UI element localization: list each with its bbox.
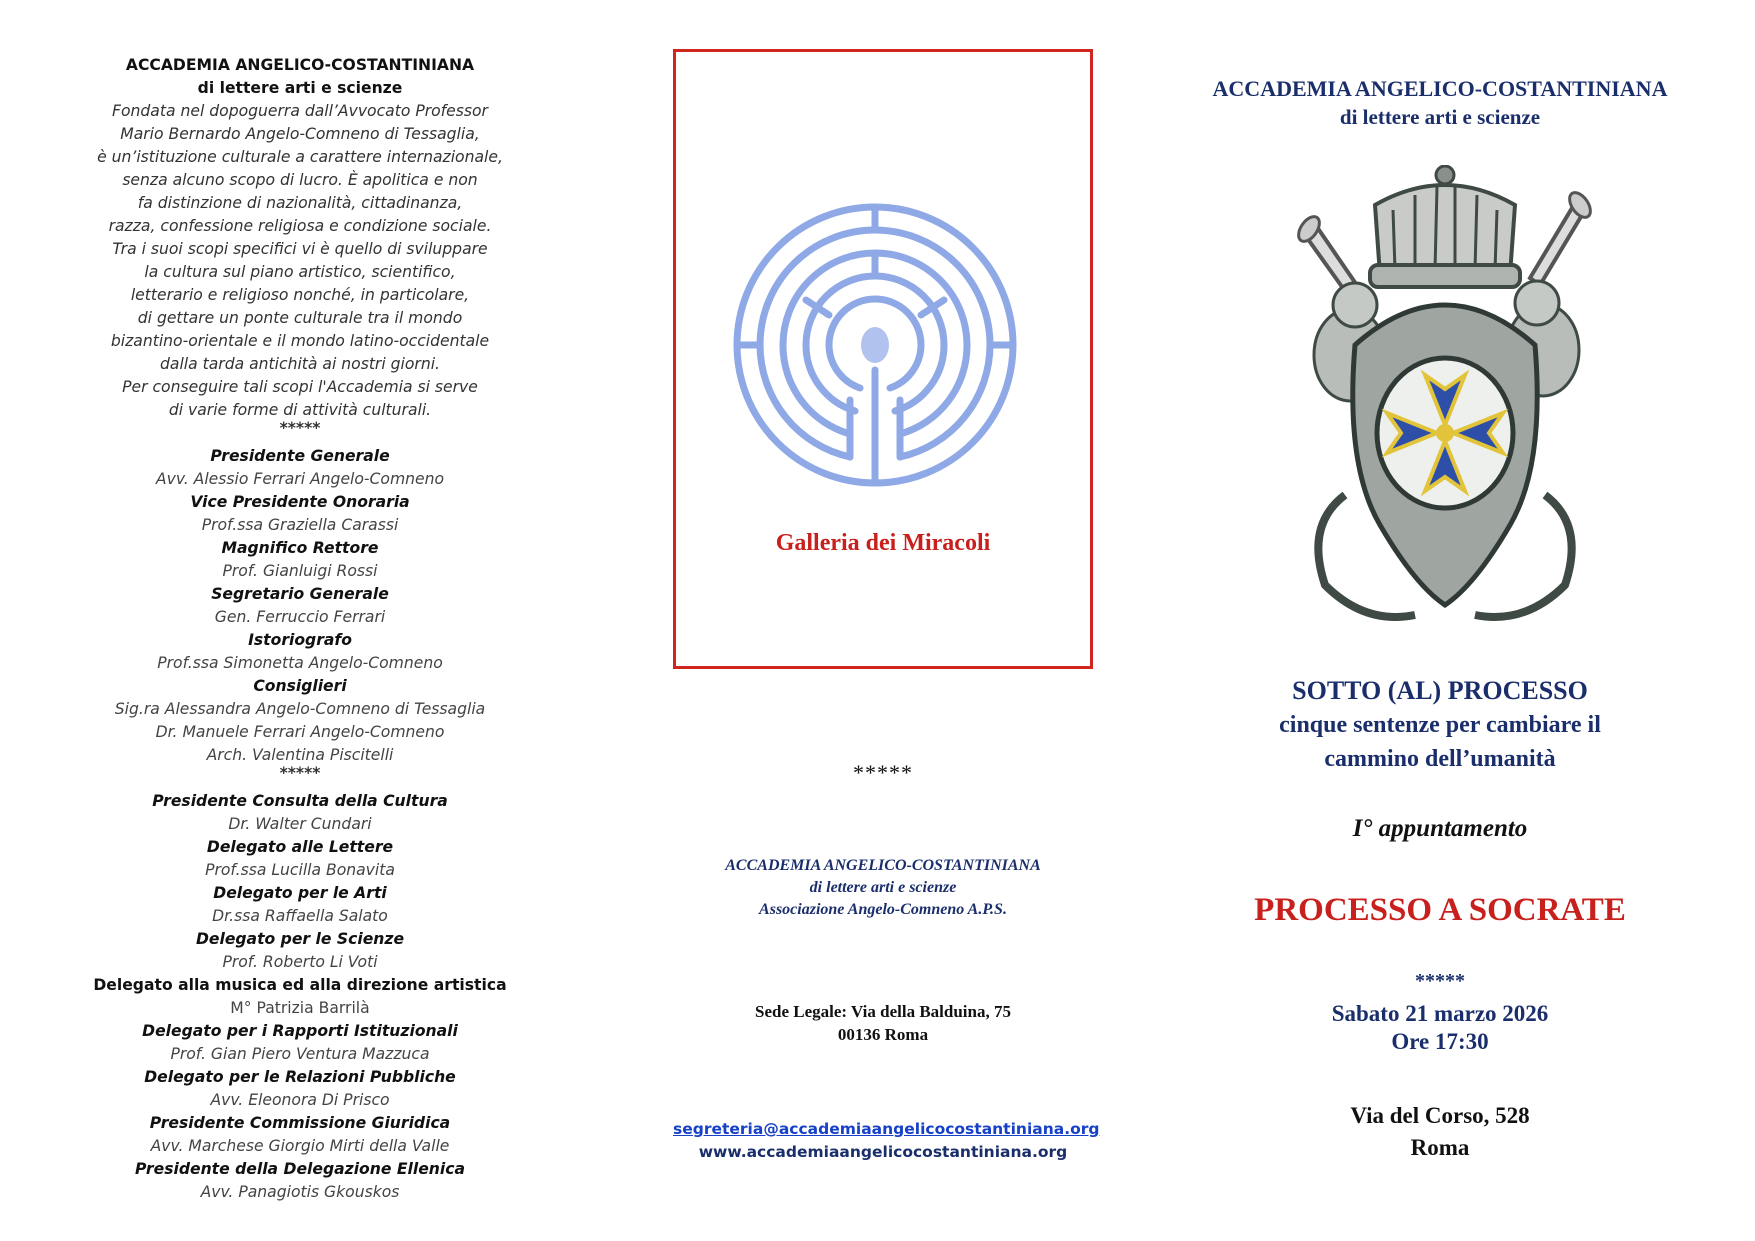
registered-office [673, 1000, 1093, 1046]
left-panel [80, 0, 520, 1241]
officer-name: Sig.ra Alessandra Angelo-Comneno di Tessaglia [114, 700, 486, 718]
officer-role: Magnifico Rettore [221, 539, 379, 557]
series-title-block [1195, 674, 1685, 776]
description-line: la cultura sul piano artistico, scientifico, [144, 263, 456, 281]
delegate-role: Presidente Consulta della Cultura [152, 792, 448, 810]
separator: ***** [853, 760, 913, 785]
event-date: Sabato 21 marzo 2026 [1331, 1001, 1549, 1026]
description-line: Fondata nel dopoguerra dall’Avvocato Professor [112, 102, 488, 120]
middle-panel [560, 0, 1210, 1241]
delegate-role: Delegato per i Rapporti Istituzionali [142, 1022, 458, 1040]
event-venue [1195, 1100, 1685, 1164]
description-line: di gettare un ponte culturale tra il mondo [137, 309, 463, 327]
officer-name: Prof.ssa Simonetta Angelo-Comneno [157, 654, 443, 672]
association-line: Associazione Angelo-Comneno A.P.S. [759, 901, 1007, 918]
venue-city: Roma [1410, 1135, 1470, 1160]
description-line: letterario e religioso nonché, in particolare, [130, 286, 470, 304]
delegate-name: Dr. Walter Cundari [228, 815, 372, 833]
event-time: Ore 17:30 [1391, 1029, 1489, 1054]
delegate-role: Delegato alla musica ed alla direzione artistica [93, 976, 507, 994]
website-text: www.accademiaangelicocostantiniana.org [698, 1143, 1068, 1161]
delegate-name: M° Patrizia Barrilà [230, 999, 370, 1017]
right-panel [1195, 0, 1685, 1241]
separator: ***** [279, 764, 321, 782]
delegate-name: Avv. Marchese Giorgio Mirti della Valle [150, 1137, 450, 1155]
labyrinth-icon [730, 200, 1020, 490]
officer-name: Gen. Ferruccio Ferrari [214, 608, 386, 626]
association-block [673, 855, 1093, 921]
contact-block [673, 1118, 1100, 1164]
venue-address: Via del Corso, 528 [1350, 1103, 1530, 1128]
academy-subtitle: di lettere arti e scienze [197, 79, 403, 97]
officer-role: Consiglieri [253, 677, 347, 695]
description-line: Mario Bernardo Angelo-Comneno di Tessaglia, [120, 125, 480, 143]
delegate-role: Delegato per le Relazioni Pubbliche [144, 1068, 456, 1086]
officer-name: Avv. Alessio Ferrari Angelo-Comneno [155, 470, 445, 488]
officer-name: Dr. Manuele Ferrari Angelo-Comneno [155, 723, 445, 741]
description-line: senza alcuno scopo di lucro. È apolitica e non [122, 171, 478, 189]
office-address: Sede Legale: Via della Balduina, 75 [755, 1002, 1011, 1021]
description-line: fa distinzione di nazionalità, cittadinanza, [137, 194, 463, 212]
series-subtitle: cinque sentenze per cambiare il [1279, 712, 1601, 738]
delegate-name: Dr.ssa Raffaella Salato [212, 907, 388, 925]
gallery-title: Galleria dei Miracoli [775, 530, 991, 556]
description-line: di varie forme di attività culturali. [168, 401, 432, 419]
academy-crest-icon [1285, 165, 1605, 635]
delegate-name: Prof. Gian Piero Ventura Mazzuca [170, 1045, 430, 1063]
delegate-role: Delegato per le Arti [213, 884, 387, 902]
delegate-role: Presidente Commissione Giuridica [149, 1114, 451, 1132]
description-line: Per conseguire tali scopi l'Accademia si serve [122, 378, 478, 396]
association-line: ACCADEMIA ANGELICO-COSTANTINIANA [725, 857, 1041, 874]
series-subtitle: cammino dell’umanità [1324, 746, 1556, 772]
description-line: è un’istituzione culturale a carattere internazionale, [97, 148, 503, 166]
delegate-name: Prof. Roberto Li Voti [222, 953, 378, 971]
email-link[interactable]: segreteria@accademiaangelicocostantiniana.org [673, 1120, 1100, 1138]
officer-name: Prof.ssa Graziella Carassi [201, 516, 399, 534]
delegate-role: Delegato per le Scienze [195, 930, 405, 948]
separator: ***** [1415, 970, 1465, 992]
description-line: razza, confessione religiosa e condizione sociale. [108, 217, 492, 235]
officer-role: Segretario Generale [211, 585, 389, 603]
cover-academy-title: ACCADEMIA ANGELICO-COSTANTINIANA [1212, 76, 1668, 101]
association-line: di lettere arti e scienze [809, 879, 957, 896]
officer-name: Arch. Valentina Piscitelli [206, 746, 394, 764]
delegate-name: Avv. Eleonora Di Prisco [210, 1091, 390, 1109]
delegate-name: Prof.ssa Lucilla Bonavita [205, 861, 395, 879]
officer-role: Vice Presidente Onoraria [190, 493, 410, 511]
cover-academy-block [1195, 74, 1685, 132]
separator: ***** [279, 419, 321, 437]
description-line: dalla tarda antichità ai nostri giorni. [160, 355, 440, 373]
event-title: PROCESSO A SOCRATE [1254, 892, 1626, 928]
academy-description [80, 100, 520, 422]
officer-role: Istoriografo [248, 631, 352, 649]
officer-name: Prof. Gianluigi Rossi [222, 562, 378, 580]
academy-title: ACCADEMIA ANGELICO-COSTANTINIANA [125, 56, 475, 74]
event-datetime [1195, 1000, 1685, 1056]
delegate-role: Delegato alle Lettere [206, 838, 394, 856]
cover-academy-subtitle: di lettere arti e scienze [1339, 105, 1541, 129]
series-title: SOTTO (AL) PROCESSO [1292, 676, 1588, 705]
officer-role: Presidente Generale [210, 447, 390, 465]
office-postcode: 00136 Roma [837, 1025, 929, 1044]
description-line: bizantino-orientale e il mondo latino-occidentale [110, 332, 490, 350]
delegate-name: Avv. Panagiotis Gkouskos [200, 1183, 400, 1201]
delegate-role: Presidente della Delegazione Ellenica [134, 1160, 466, 1178]
appointment-label: I° appuntamento [1352, 815, 1528, 842]
description-line: Tra i suoi scopi specifici vi è quello di sviluppare [112, 240, 488, 258]
